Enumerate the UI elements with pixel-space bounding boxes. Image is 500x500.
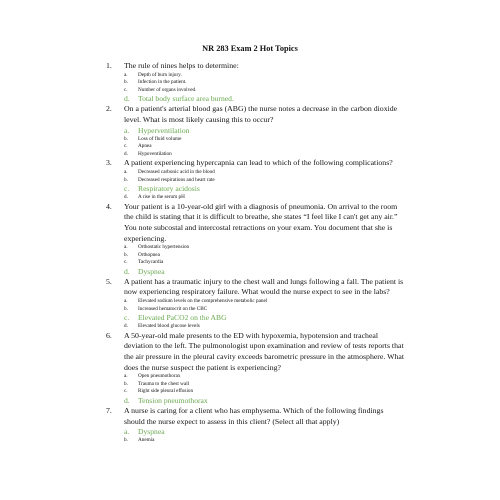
option-letter: d. — [124, 150, 128, 157]
question-item — [106, 202, 406, 277]
option-text: Infection in the patient. — [138, 79, 187, 86]
option-text: Number of organs involved. — [138, 86, 197, 93]
option-text: Decreased carbonic acid in the blood — [138, 168, 215, 175]
option-text: Orthopnea — [138, 251, 160, 258]
answer-option — [124, 136, 406, 144]
answer-option — [124, 143, 406, 151]
answer-option — [124, 259, 406, 267]
answer-option — [124, 298, 406, 306]
question-text: Your patient is a 10-year-old girl with a diagnosis of pneumonia. On arrival to the room the child is stating that it is difficult to breathe, she states “I feel like I can't get any air.” You note subcostal and intercostal retractions on your exam. You document that she is experiencing. — [124, 201, 398, 243]
question-body — [124, 158, 406, 201]
correct-answer-option — [124, 126, 406, 136]
option-text: Orthostatic hypertension — [138, 244, 190, 251]
answer-option — [124, 244, 406, 252]
correct-answer-option — [124, 313, 406, 323]
option-letter: d. — [124, 323, 128, 330]
option-text: Total body surface area burned. — [138, 94, 234, 104]
answer-option — [124, 252, 406, 260]
option-letter: a. — [124, 244, 128, 251]
question-body — [124, 104, 406, 158]
option-text: Dyspnea — [138, 427, 165, 437]
option-text: Depth of burn injury. — [138, 71, 182, 78]
option-text: Apnea — [138, 143, 152, 150]
option-text: Open pneumothorax — [138, 373, 181, 380]
question-text: A 50-year-old male presents to the ED with hypoxemia, hypotension and tracheal deviation to the left. The pulmonologist upon examination and review of tests reports that the air pressure in the pleural cavity exceeds barometric pressure in the atmosphere. What does the nurse suspect the patient is experiencing? — [124, 330, 404, 372]
option-letter: d. — [124, 94, 130, 104]
question-item — [106, 406, 406, 445]
question-body — [124, 331, 406, 406]
question-item — [106, 331, 406, 406]
option-letter: c. — [124, 259, 128, 266]
correct-answer-option — [124, 94, 406, 104]
answer-options — [124, 169, 406, 202]
option-text: Decreased respirations and heart rate — [138, 176, 215, 183]
document-title: NR 283 Exam 2 Hot Topics — [202, 44, 298, 53]
option-letter: b. — [124, 437, 128, 444]
option-text: Trauma to the chest wall — [138, 380, 190, 387]
answer-options — [124, 298, 406, 331]
correct-answer-option — [124, 396, 406, 406]
question-item — [106, 277, 406, 331]
question-number: 6. — [106, 330, 112, 340]
question-body — [124, 406, 406, 445]
option-letter: b. — [124, 251, 128, 258]
answer-options — [124, 427, 406, 445]
question-text: A patient has a traumatic injury to the chest wall and lungs following a fall. The patient is now experiencing respiratory failure. What would the nurse expect to see in the labs? — [124, 276, 404, 297]
option-letter: a. — [124, 71, 128, 78]
answer-option — [124, 306, 406, 314]
option-letter: c. — [124, 143, 128, 150]
option-letter: a. — [124, 125, 130, 135]
option-text: Loss of fluid volume — [138, 135, 182, 142]
option-text: Elevated PaCO2 on the ABG — [138, 313, 227, 323]
question-number: 2. — [106, 104, 112, 114]
option-letter: d. — [124, 266, 130, 276]
option-text: Hyperventilation — [138, 125, 190, 135]
question-body — [124, 61, 406, 104]
question-text: A patient experiencing hypercapnia can lead to which of the following complications? — [124, 158, 393, 168]
correct-answer-option — [124, 427, 406, 437]
option-text: Anemia — [138, 437, 155, 444]
question-number: 7. — [106, 406, 112, 415]
answer-option — [124, 373, 406, 381]
option-text: Right side pleural effusion — [138, 388, 194, 395]
answer-option — [124, 177, 406, 185]
question-item — [106, 158, 406, 201]
option-letter: b. — [124, 135, 128, 142]
answer-options — [124, 373, 406, 406]
question-item — [106, 61, 406, 104]
option-letter: a. — [124, 427, 130, 437]
option-text: Tension pneumothorax — [138, 396, 208, 405]
correct-answer-option — [124, 267, 406, 277]
option-text: Tachycardia — [138, 259, 164, 266]
option-letter: d. — [124, 194, 128, 201]
option-letter: b. — [124, 380, 128, 387]
option-letter: c. — [124, 184, 130, 194]
answer-option — [124, 151, 406, 159]
question-number: 1. — [106, 61, 112, 70]
option-text: Elevated blood glucose levels — [138, 323, 200, 330]
answer-options — [124, 126, 406, 159]
option-letter: b. — [124, 79, 128, 86]
answer-option — [124, 437, 406, 445]
correct-answer-option — [124, 184, 406, 194]
option-text: Elevated sodium levels on the comprehensive metabolic panel — [138, 298, 268, 305]
question-body — [124, 277, 406, 331]
question-text: The rule of nines helps to determine: — [124, 61, 239, 70]
option-text: Dyspnea — [138, 266, 165, 276]
question-text: On a patient's arterial blood gas (ABG) the nurse notes a decrease in the carbon dioxide level. What is most likely causing this to occur? — [124, 104, 398, 124]
question-number: 3. — [106, 158, 112, 168]
answer-option — [124, 323, 406, 331]
answer-options — [124, 244, 406, 277]
answer-option — [124, 388, 406, 396]
option-letter: b. — [124, 305, 128, 312]
question-item — [106, 104, 406, 158]
answer-option — [124, 194, 406, 202]
option-letter: c. — [124, 388, 128, 395]
question-text: A nurse is caring for a client who has emphysema. Which of the following findings should the nurse expect to assess in this client? (Select all that apply) — [124, 406, 384, 426]
option-letter: c. — [124, 313, 130, 323]
option-letter: d. — [124, 396, 130, 405]
option-text: Respiratory acidosis — [138, 184, 200, 194]
answer-option — [124, 87, 406, 95]
option-letter: b. — [124, 176, 128, 183]
question-body — [124, 202, 406, 277]
option-text: Hypoventilation — [138, 150, 172, 157]
option-text: A rise in the serum pH — [138, 194, 185, 201]
option-letter: c. — [124, 86, 128, 93]
option-letter: a. — [124, 373, 128, 380]
option-letter: a. — [124, 168, 128, 175]
question-number: 4. — [106, 201, 112, 211]
answer-option — [124, 169, 406, 177]
question-number: 5. — [106, 276, 112, 286]
answer-options — [124, 72, 406, 105]
answer-option — [124, 79, 406, 87]
question-list — [106, 61, 406, 445]
option-letter: a. — [124, 298, 128, 305]
option-text: Increased hematocrit on the CBC — [138, 305, 208, 312]
